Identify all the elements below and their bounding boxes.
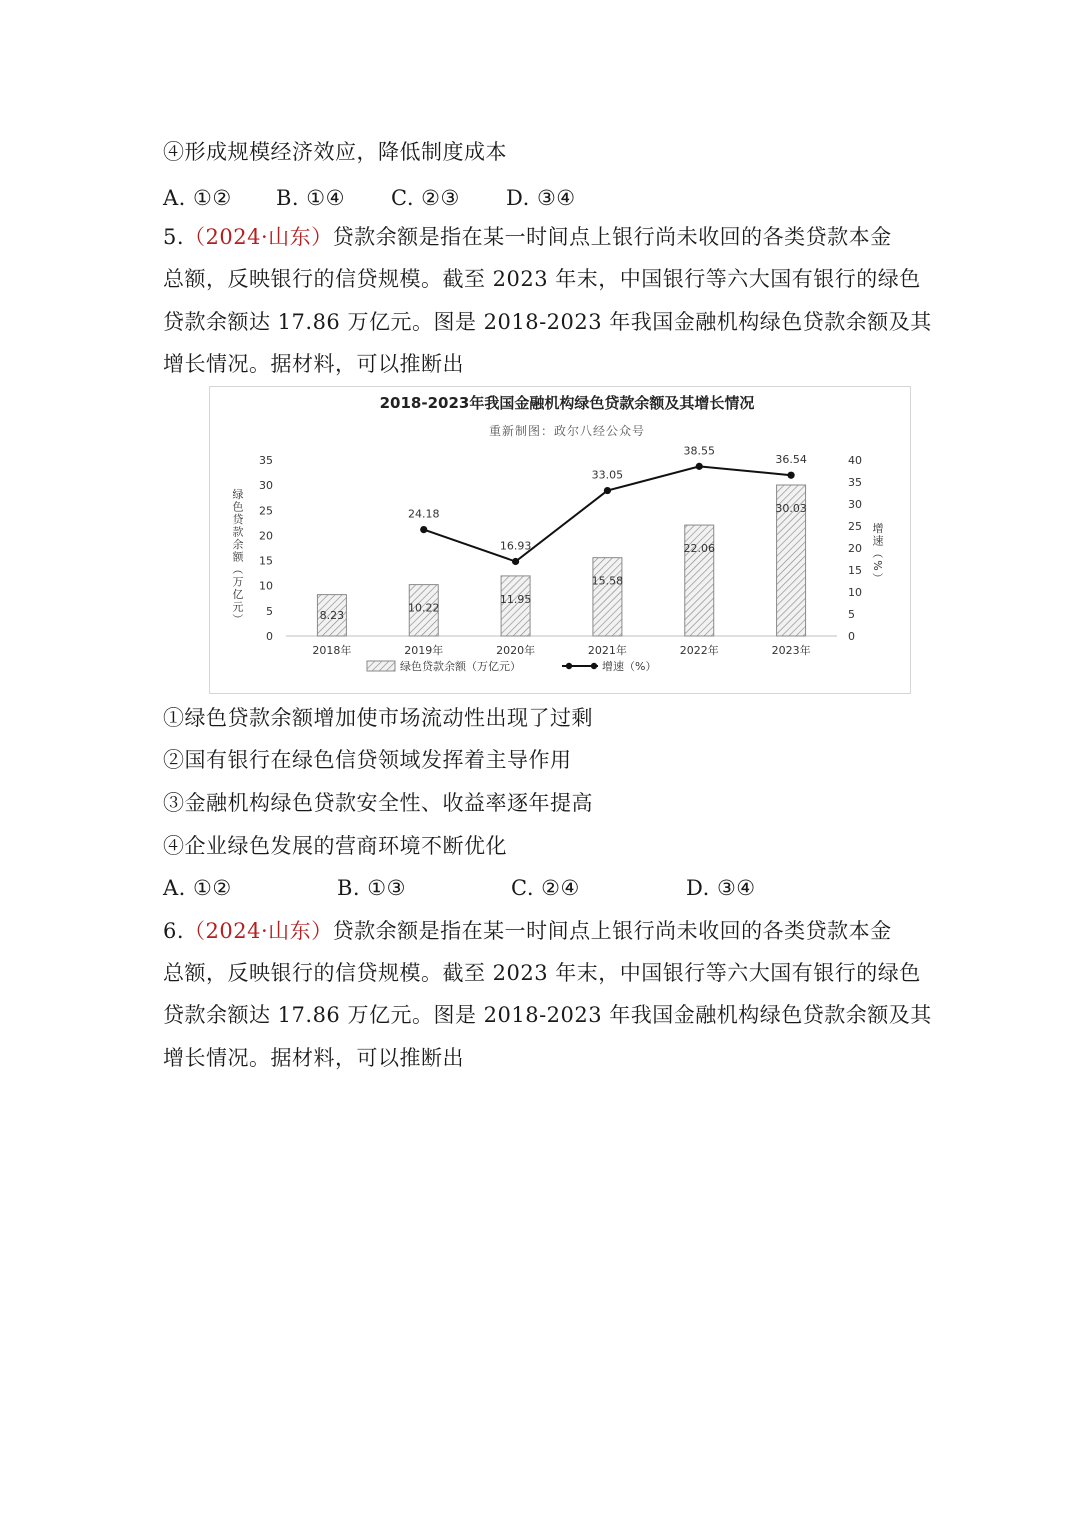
y2-tick-label: 15 — [848, 564, 862, 577]
y2-tick-label: 20 — [848, 542, 862, 555]
bar-value-label: 15.58 — [591, 574, 624, 588]
y2-tick-label: 35 — [848, 476, 862, 489]
chart-figure — [209, 386, 911, 694]
y-axis-label-char: 元 — [232, 600, 244, 614]
prev-options — [163, 183, 576, 213]
x-tick-label: 2019年 — [404, 644, 444, 657]
q6-stem-text-1: 贷款余额是指在某一时间点上银行尚未收回的各类贷款本金 — [332, 919, 892, 943]
y2-tick-label: 25 — [848, 520, 862, 533]
q6-stem-line-1 — [163, 916, 892, 946]
prev-option-d: D. ③④ — [506, 186, 576, 210]
x-tick-label: 2018年 — [312, 644, 352, 657]
growth-value-label: 38.55 — [683, 444, 715, 458]
q5-option-a: A. ①② — [163, 876, 232, 900]
q5-option-b: B. ①③ — [337, 876, 406, 900]
chart-title: 2018-2023年我国金融机构绿色贷款余额及其增长情况 — [379, 394, 755, 412]
bar-value-label: 10.22 — [408, 601, 440, 615]
legend-bar-swatch — [367, 661, 395, 671]
growth-point — [787, 472, 794, 479]
growth-value-label: 33.05 — [591, 468, 624, 482]
y-tick-label: 20 — [259, 529, 273, 543]
q5-item-1: ①绿色贷款余额增加使市场流动性出现了过剩 — [163, 706, 593, 730]
q6-stem-line-2: 总额，反映银行的信贷规模。截至 2023 年末，中国银行等六大国有银行的绿色 — [163, 961, 921, 985]
y-axis-label-char: （ — [231, 563, 244, 575]
growth-value-label: 24.18 — [408, 507, 440, 521]
q5-source: （2024·山东） — [184, 225, 333, 249]
legend-line-marker — [566, 663, 572, 669]
q6-stem-line-4: 增长情况。据材料，可以推断出 — [163, 1046, 464, 1070]
y-axis-label-char: 万 — [232, 575, 244, 589]
prev-option-b: B. ①④ — [276, 186, 345, 210]
q5-number: 5. — [163, 225, 185, 249]
y2-tick-label: 10 — [848, 586, 862, 599]
q6-stem-line-3: 贷款余额达 17.86 万亿元。图是 2018-2023 年我国金融机构绿色贷款余额及其 — [163, 1003, 932, 1027]
y-tick-label: 25 — [259, 504, 273, 518]
bar-2020年 — [501, 576, 530, 636]
y-tick-label: 15 — [259, 554, 273, 568]
y-tick-label: 35 — [259, 454, 273, 467]
growth-value-label: 16.93 — [499, 539, 532, 553]
y2-tick-label: 40 — [848, 454, 862, 467]
y2-axis-label-char: 速 — [872, 534, 884, 548]
x-tick-label: 2023年 — [771, 644, 811, 657]
y-axis-label-char: ） — [231, 613, 244, 625]
y-axis-label-char: 色 — [232, 500, 244, 514]
y2-tick-label: 5 — [848, 608, 855, 621]
y-axis-label-char: 绿 — [232, 488, 244, 501]
y-tick-label: 10 — [259, 579, 273, 593]
q5-stem-line-4: 增长情况。据材料，可以推断出 — [163, 352, 464, 376]
bar-value-label: 22.06 — [683, 542, 715, 556]
prev-option-c: C. ②③ — [391, 186, 460, 210]
q5-stem-line-1 — [163, 222, 892, 252]
y-tick-label: 0 — [266, 630, 273, 643]
q5-stem-line-2: 总额，反映银行的信贷规模。截至 2023 年末，中国银行等六大国有银行的绿色 — [163, 267, 921, 291]
y-axis-label-char: 款 — [232, 525, 244, 539]
plot-layer — [231, 444, 884, 673]
y2-tick-label: 30 — [848, 498, 862, 511]
q5-stem-line-3: 贷款余额达 17.86 万亿元。图是 2018-2023 年我国金融机构绿色贷款余额及其 — [163, 310, 932, 334]
q6-number: 6. — [163, 919, 185, 943]
y2-axis-label-char: ） — [871, 572, 884, 584]
y2-axis-label-char: % — [871, 560, 884, 571]
bar-value-label: 8.23 — [319, 609, 345, 622]
bar-2021年 — [593, 558, 622, 636]
y2-axis-label-char: （ — [871, 547, 884, 559]
q5-item-3: ③金融机构绿色贷款安全性、收益率逐年提高 — [163, 791, 593, 815]
q5-item-2: ②国有银行在绿色信贷领域发挥着主导作用 — [163, 748, 572, 772]
x-tick-label: 2020年 — [496, 644, 536, 657]
q5-option-c: C. ②④ — [511, 876, 580, 900]
legend-bar-label: 绿色贷款余额（万亿元） — [400, 660, 521, 673]
growth-point — [512, 558, 519, 565]
y-axis-label-char: 额 — [232, 550, 244, 564]
q5-option-d: D. ③④ — [686, 876, 756, 900]
bar-value-label: 30.03 — [775, 501, 807, 515]
x-tick-label: 2021年 — [587, 644, 627, 657]
growth-value-label: 36.54 — [775, 453, 807, 467]
prev-item-4: ④形成规模经济效应，降低制度成本 — [163, 140, 507, 164]
prev-option-a: A. ①② — [163, 186, 232, 210]
y-axis-label-char: 余 — [232, 538, 244, 551]
growth-point — [604, 487, 611, 494]
q5-options — [163, 873, 756, 903]
legend-line-label: 增速（%） — [602, 660, 657, 673]
x-tick-label: 2022年 — [679, 644, 719, 657]
chart-subtitle: 重新制图：政尔八经公众号 — [488, 424, 646, 438]
y-tick-label: 5 — [266, 604, 273, 618]
growth-point — [420, 526, 427, 533]
q5-stem-text-1: 贷款余额是指在某一时间点上银行尚未收回的各类贷款本金 — [332, 225, 892, 249]
y-axis-label-char: 贷 — [232, 513, 244, 526]
q6-source: （2024·山东） — [184, 919, 333, 943]
y-tick-label: 30 — [259, 479, 273, 493]
q5-item-4: ④企业绿色发展的营商环境不断优化 — [163, 834, 507, 858]
y2-tick-label: 0 — [848, 630, 855, 643]
y2-axis-label-char: 增 — [872, 522, 884, 535]
growth-point — [696, 463, 703, 470]
chart-svg — [210, 387, 910, 693]
legend-line-marker — [591, 663, 597, 669]
y-axis-label-char: 亿 — [232, 588, 244, 601]
bar-value-label: 11.95 — [499, 592, 532, 606]
